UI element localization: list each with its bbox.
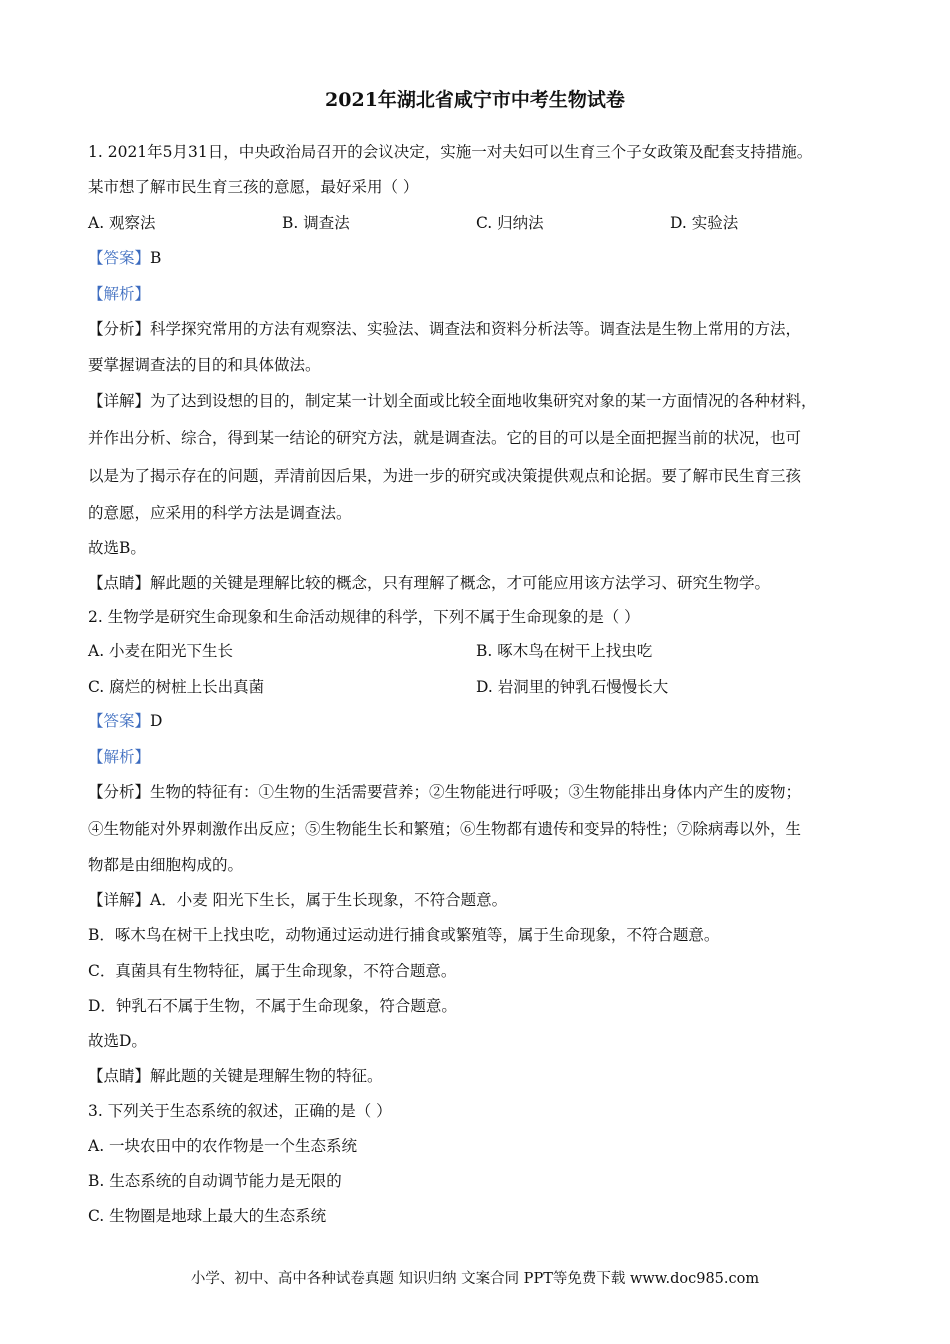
analysis-tag: 【解析】 [88,748,151,766]
q1-option-c: C. 归纳法 [476,214,544,232]
q2-options-row-2 [88,677,878,697]
q1-xiangjie-line-3: 以是为了揭示存在的问题，弄清前因后果，为进一步的研究或决策提供观点和论据。要了解市民生育三孩 [88,467,802,485]
q1-fenxi-line-2: 要掌握调查法的目的和具体做法。 [88,356,321,374]
q2-xiangjie-line-4: D．钟乳石不属于生物，不属于生命现象，符合题意。 [88,997,457,1015]
q2-option-d: D. 岩洞里的钟乳石慢慢长大 [476,678,669,696]
q1-options [88,213,878,233]
q2-xiangjie-line-3: C．真菌具有生物特征，属于生命现象，不符合题意。 [88,962,457,980]
answer-tag: 【答案】 [88,712,151,730]
q2-analysis-tag [88,747,878,767]
q2-answer [88,711,878,731]
q1-stem-line-2: 某市想了解市民生育三孩的意愿，最好采用（ ） [88,178,419,196]
q2-fenxi-line-1: 【分析】生物的特征有：①生物的生活需要营养；②生物能进行呼吸；③生物能排出身体内产生的废物； [88,783,802,801]
q1-option-a: A. 观察法 [88,214,156,232]
analysis-tag: 【解析】 [88,285,151,303]
q2-fenxi-line-3: 物都是由细胞构成的。 [88,856,244,874]
q2-stem: 2. 生物学是研究生命现象和生命活动规律的科学，下列不属于生命现象的是（ ） [88,608,640,626]
q3-option-b: B. 生态系统的自动调节能力是无限的 [88,1172,342,1190]
q1-xiangjie-line-2: 并作出分析、综合，得到某一结论的研究方法，就是调查法。它的目的可以是全面把握当前的状况，也可 [88,429,802,447]
q1-xiangjie-line-1: 【详解】为了达到设想的目的，制定某一计划全面或比较全面地收集研究对象的某一方面情况的各种材料， [88,392,817,410]
q2-option-c: C. 腐烂的树桩上长出真菌 [88,678,265,696]
q1-option-b: B. 调查法 [282,214,350,232]
q2-conclusion: 故选D。 [88,1032,147,1050]
q1-conclusion: 故选B。 [88,539,146,557]
q2-fenxi-line-2: ④生物能对外界刺激作出反应；⑤生物能生长和繁殖；⑥生物都有遗传和变异的特性；⑦除病毒以外，生 [88,820,802,838]
q1-xiangjie-line-4: 的意愿，应采用的科学方法是调查法。 [88,504,352,522]
answer-tag: 【答案】 [88,249,151,267]
q3-option-c: C. 生物圈是地球上最大的生态系统 [88,1207,327,1225]
q1-option-d: D. 实验法 [670,214,739,232]
q3-stem: 3. 下列关于生态系统的叙述，正确的是（ ） [88,1102,392,1120]
q2-option-b: B. 啄木鸟在树干上找虫吃 [476,642,653,660]
page-footer: 小学、初中、高中各种试卷真题 知识归纳 文案合同 PPT等免费下载 www.doc985.com [190,1271,760,1287]
q2-option-a: A. 小麦在阳光下生长 [88,642,234,660]
q2-dianjing: 【点睛】解此题的关键是理解生物的特征。 [88,1067,383,1085]
q1-fenxi-line-1: 【分析】科学探究常用的方法有观察法、实验法、调查法和资料分析法等。调查法是生物上常用的方法， [88,320,802,338]
answer-value: D [150,712,163,730]
q3-option-a: A. 一块农田中的农作物是一个生态系统 [88,1137,358,1155]
q2-options-row-1 [88,641,878,661]
q1-stem-line-1: 1. 2021年5月31日，中央政治局召开的会议决定，实施一对夫妇可以生育三个子女政策及配套支持措施。 [88,143,813,161]
q1-dianjing: 【点睛】解此题的关键是理解比较的概念，只有理解了概念，才可能应用该方法学习、研究生物学。 [88,574,771,592]
page-title: 2021年湖北省咸宁市中考生物试卷 [325,89,625,111]
q2-xiangjie-line-2: B．啄木鸟在树干上找虫吃，动物通过运动进行捕食或繁殖等，属于生命现象，不符合题意。 [88,926,720,944]
q1-answer [88,248,878,268]
q1-analysis-tag [88,284,878,304]
answer-value: B [150,249,162,267]
q2-xiangjie-line-1: 【详解】A．小麦 阳光下生长，属于生长现象，不符合题意。 [88,891,508,909]
